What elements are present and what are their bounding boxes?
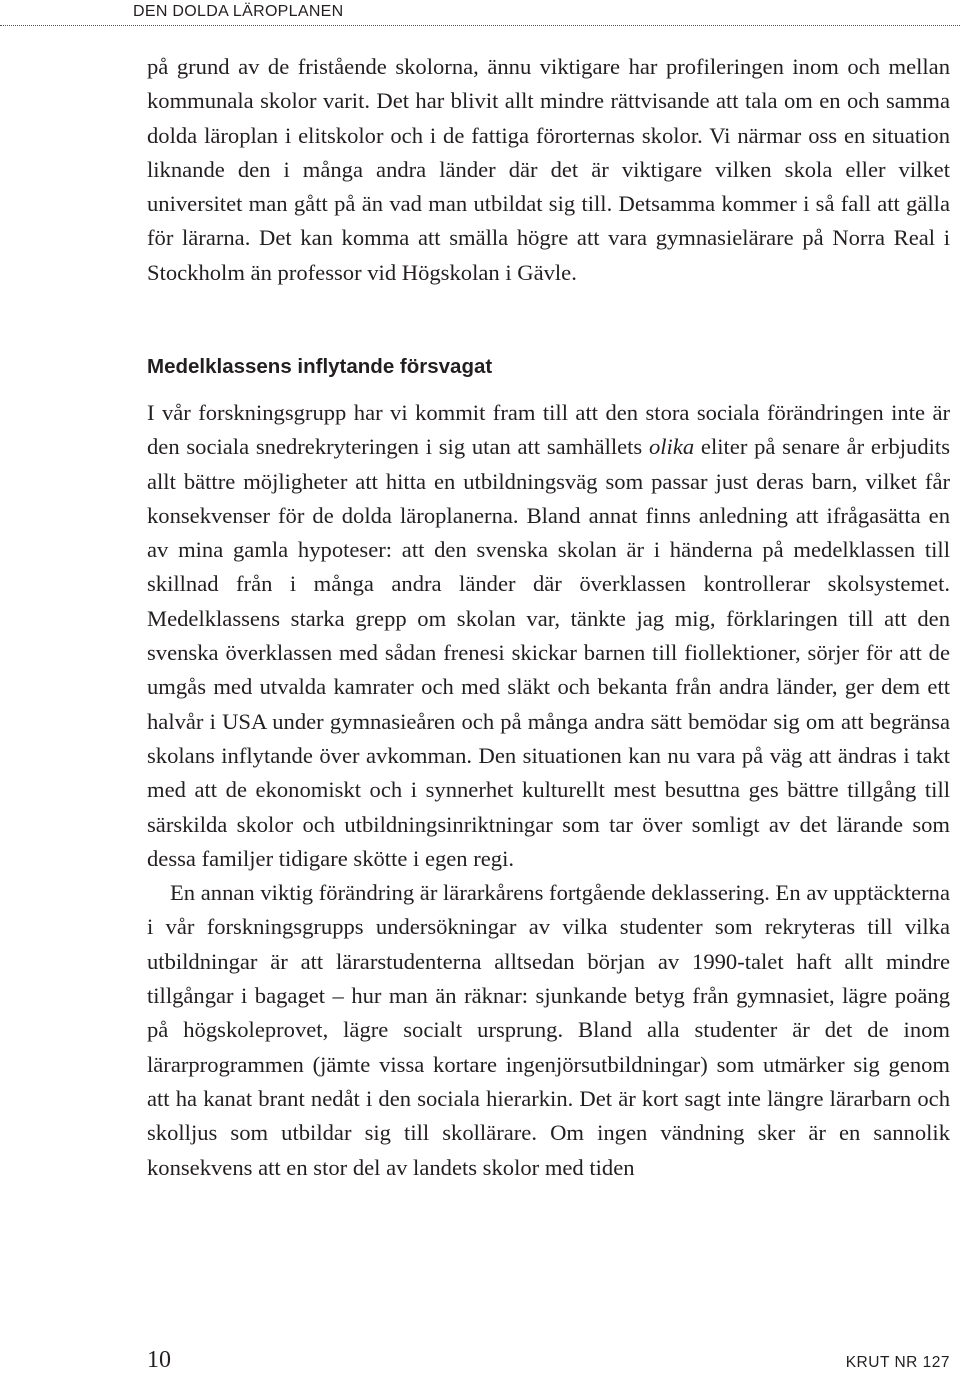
- paragraph-text-part-1: I vår forskningsgrupp har vi kommit fram till att den stora sociala förändringen inte är den sociala snedrekryteringen i sig utan att samhällets: [147, 400, 950, 460]
- paragraph-research-group: [147, 396, 950, 876]
- emphasis-olika: olika: [648, 434, 695, 460]
- running-header: [0, 0, 960, 26]
- paragraph-continued: på grund av de fristående skolorna, ännu viktigare har profileringen inom och mellan kommunala skolor varit. Det har blivit allt mindre rättvisande att tala om en och samma dolda läroplan i elitskolor och i de fattiga förorternas skolor. Vi närmar oss en situation liknande den i många andra länder där det är viktigare vilken skola eller vilket universitet man gått på än vad man utbildat sig till. Detsamma kommer i så fall att gälla för lärarna. Det kan komma att smälla högre att vara gymnasielärare på Norra Real i Stockholm än professor vid Högskolan i Gävle.: [147, 54, 950, 285]
- running-title: DEN DOLDA LÄROPLANEN: [133, 3, 344, 20]
- page-number: 10: [147, 1347, 171, 1373]
- paragraph-text-part-2: eliter på senare år erbjudits allt bättre möjligheter att hitta en utbildningsväg som passar just deras barn, vilket får konsekvenser för de dolda läroplanerna. Bland annat finns anledning att ifrågasätta en av mina gamla hypoteser: att den svenska skolan är i händerna på medelklassen till skillnad från i många andra länder där överklassen kontrollerar skolsystemet. Medelklassens starka grepp om skolan var, tänkte jag mig, förklaringen till att den svenska överklassen med sådan frenesi skickar barnen till fiollektioner, sörjer för att de umgås med utvalda kamrater och med släkt och bekanta från andra länder, ger dem ett halvår i USA under gymnasieåren och på många andra sätt bemödar sig om att begränsa skolans inflytande över avkomman. Den situationen kan nu vara på väg att ändras i takt med att de ekonomiskt och i synnerhet kulturellt mest besuttna ges bättre tillgång till särskilda skolor och utbildningsinriktningar som tar över somligt av det lärande som dessa familjer tidigare skötte i egen regi.: [147, 434, 950, 871]
- text-block-top: [147, 50, 950, 290]
- paragraph-teacher-declassification: En annan viktig förändring är lärarkårens fortgående deklassering. En av upptäckterna i vår forskningsgrupps undersökningar av vilka studenter som rekryteras till vilka utbildningar är att lärarstudenterna alltsedan början av 1990-talet haft allt mindre tillgångar i bagaget – hur man än räknar: sjunkande betyg från gymnasiet, lägre poäng på högskoleprovet, lägre socialt ursprung. Bland alla studenter är det de inom lärarprogrammen (jämte vissa kortare ingenjörsutbildningar) som utmärker sig genom att ha kanat brant nedåt i den sociala hierarkin. Det är kort sagt inte längre lärarbarn och skolljus som utbildar sig till skollärare. Om ingen vändning sker är en sannolik konsekvens att en stor del av landets skolor med tiden: [147, 880, 950, 1180]
- text-block-main: [147, 396, 950, 1185]
- journal-issue: KRUT NR 127: [845, 1354, 950, 1371]
- section-heading: Medelklassens inflytande försvagat: [147, 355, 493, 378]
